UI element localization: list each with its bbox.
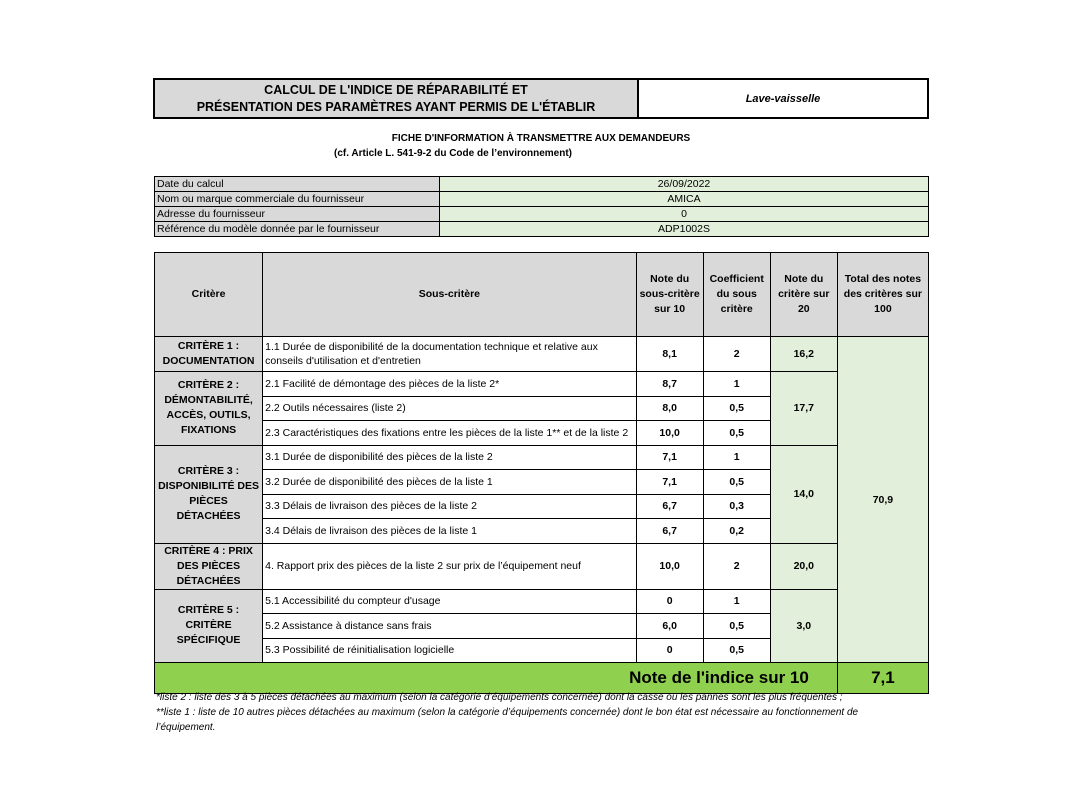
product-category: Lave-vaisselle — [745, 92, 821, 105]
table-header-row — [155, 253, 929, 337]
subcriterion-coef: 1 — [703, 445, 770, 470]
table-row — [155, 543, 929, 589]
final-score-row — [155, 663, 929, 694]
subcriterion-note: 8,7 — [636, 372, 703, 397]
info-label: Nom ou marque commerciale du fournisseur — [155, 192, 440, 207]
total-score: 70,9 — [837, 337, 928, 663]
info-row — [155, 192, 929, 207]
header-total: Total des notes des critères sur 100 — [837, 253, 928, 337]
info-row — [155, 177, 929, 192]
subcriterion-note: 10,0 — [636, 421, 703, 446]
subcriterion-note: 0 — [636, 638, 703, 663]
subcriterion-note: 10,0 — [636, 543, 703, 589]
info-row — [155, 207, 929, 222]
subcriterion-note: 7,1 — [636, 470, 703, 495]
info-label: Date du calcul — [155, 177, 440, 192]
subcriterion-label: 2.1 Facilité de démontage des pièces de la liste 2* — [263, 372, 636, 397]
subcriterion-note: 7,1 — [636, 445, 703, 470]
criterion-label: CRITÈRE 4 : PRIX DES PIÈCES DÉTACHÉES — [155, 543, 263, 589]
subcriterion-label: 5.1 Accessibilité du compteur d'usage — [263, 589, 636, 614]
document-header — [153, 78, 929, 119]
subcriterion-label: 3.3 Délais de livraison des pièces de la liste 2 — [263, 494, 636, 519]
final-score-value: 7,1 — [837, 663, 928, 694]
subcriterion-coef: 1 — [703, 589, 770, 614]
subcriterion-coef: 0,5 — [703, 638, 770, 663]
subcriterion-coef: 0,5 — [703, 614, 770, 639]
subcriterion-label: 5.3 Possibilité de réinitialisation logicielle — [263, 638, 636, 663]
criterion-score: 14,0 — [770, 445, 837, 543]
subcriterion-note: 8,1 — [636, 337, 703, 372]
subcriterion-label: 2.2 Outils nécessaires (liste 2) — [263, 396, 636, 421]
info-value: 0 — [440, 207, 929, 222]
table-row — [155, 372, 929, 397]
criterion-label: CRITÈRE 2 : DÉMONTABILITÉ, ACCÈS, OUTILS, FIXATIONS — [155, 372, 263, 446]
footnote-liste-1: **liste 1 : liste de 10 autres pièces détachées au maximum (selon la catégorie d’équipements concernée) dont le bon état est nécessaire au fonctionnement de l’équipement. — [156, 707, 859, 733]
subcriterion-note: 8,0 — [636, 396, 703, 421]
criterion-label: CRITÈRE 5 : CRITÈRE SPÉCIFIQUE — [155, 589, 263, 663]
subcriterion-coef: 0,5 — [703, 470, 770, 495]
subcriterion-coef: 1 — [703, 372, 770, 397]
footnotes — [156, 690, 916, 735]
subcriterion-coef: 2 — [703, 543, 770, 589]
table-row — [155, 445, 929, 470]
table-row — [155, 589, 929, 614]
subcriterion-note: 6,7 — [636, 494, 703, 519]
subcriterion-label: 5.2 Assistance à distance sans frais — [263, 614, 636, 639]
info-value: 26/09/2022 — [440, 177, 929, 192]
header-coefficient: Coefficient du sous critère — [703, 253, 770, 337]
header-sous-critere: Sous-critère — [263, 253, 636, 337]
criterion-score: 16,2 — [770, 337, 837, 372]
header-title-line2: PRÉSENTATION DES PARAMÈTRES AYANT PERMIS DE L'ÉTABLIR — [196, 99, 596, 114]
header-title-line1: CALCUL DE L'INDICE DE RÉPARABILITÉ ET — [264, 82, 528, 97]
subcriterion-label: 3.2 Durée de disponibilité des pièces de la liste 1 — [263, 470, 636, 495]
header-title — [155, 80, 639, 117]
subcriterion-label: 3.4 Délais de livraison des pièces de la liste 1 — [263, 519, 636, 544]
info-table — [154, 176, 929, 237]
info-value: ADP1002S — [440, 222, 929, 237]
subcriterion-label: 2.3 Caractéristiques des fixations entre les pièces de la liste 1** et de la liste 2 — [263, 421, 636, 446]
criterion-label: CRITÈRE 1 : DOCUMENTATION — [155, 337, 263, 372]
info-row — [155, 222, 929, 237]
subcriterion-coef: 0,3 — [703, 494, 770, 519]
final-score-label: Note de l'indice sur 10 — [155, 663, 838, 694]
criterion-label: CRITÈRE 3 : DISPONIBILITÉ DES PIÈCES DÉTACHÉES — [155, 445, 263, 543]
subcriterion-label: 4. Rapport prix des pièces de la liste 2 sur prix de l’équipement neuf — [263, 543, 636, 589]
header-note-sous-critere: Note du sous-critère sur 10 — [636, 253, 703, 337]
footnote-liste-2: *liste 2 : liste des 3 à 5 pièces détachées au maximum (selon la catégorie d’équipements concernée) dont la casse ou les pannes sont les plus fréquentes ; — [156, 692, 843, 703]
subcriterion-label: 3.1 Durée de disponibilité des pièces de la liste 2 — [263, 445, 636, 470]
subcriterion-coef: 0,5 — [703, 396, 770, 421]
info-label: Adresse du fournisseur — [155, 207, 440, 222]
subcriterion-coef: 2 — [703, 337, 770, 372]
header-critere: Critère — [155, 253, 263, 337]
info-label: Référence du modèle donnée par le fournisseur — [155, 222, 440, 237]
criterion-score: 20,0 — [770, 543, 837, 589]
criterion-score: 17,7 — [770, 372, 837, 446]
subheader-line2: (cf. Article L. 541-9-2 du Code de l’environnement) — [333, 148, 572, 159]
repairability-table — [154, 252, 929, 694]
subcriterion-label: 1.1 Durée de disponibilité de la documentation technique et relative aux conseils d'utilisation et d'entretien — [263, 337, 636, 372]
header-note-critere: Note du critère sur 20 — [770, 253, 837, 337]
criterion-score: 3,0 — [770, 589, 837, 663]
table-row — [155, 337, 929, 372]
subheader-line1: FICHE D'INFORMATION À TRANSMETTRE AUX DEMANDEURS — [391, 133, 691, 144]
info-value: AMICA — [440, 192, 929, 207]
subcriterion-note: 0 — [636, 589, 703, 614]
subcriterion-note: 6,0 — [636, 614, 703, 639]
subcriterion-note: 6,7 — [636, 519, 703, 544]
subcriterion-coef: 0,5 — [703, 421, 770, 446]
subcriterion-coef: 0,2 — [703, 519, 770, 544]
